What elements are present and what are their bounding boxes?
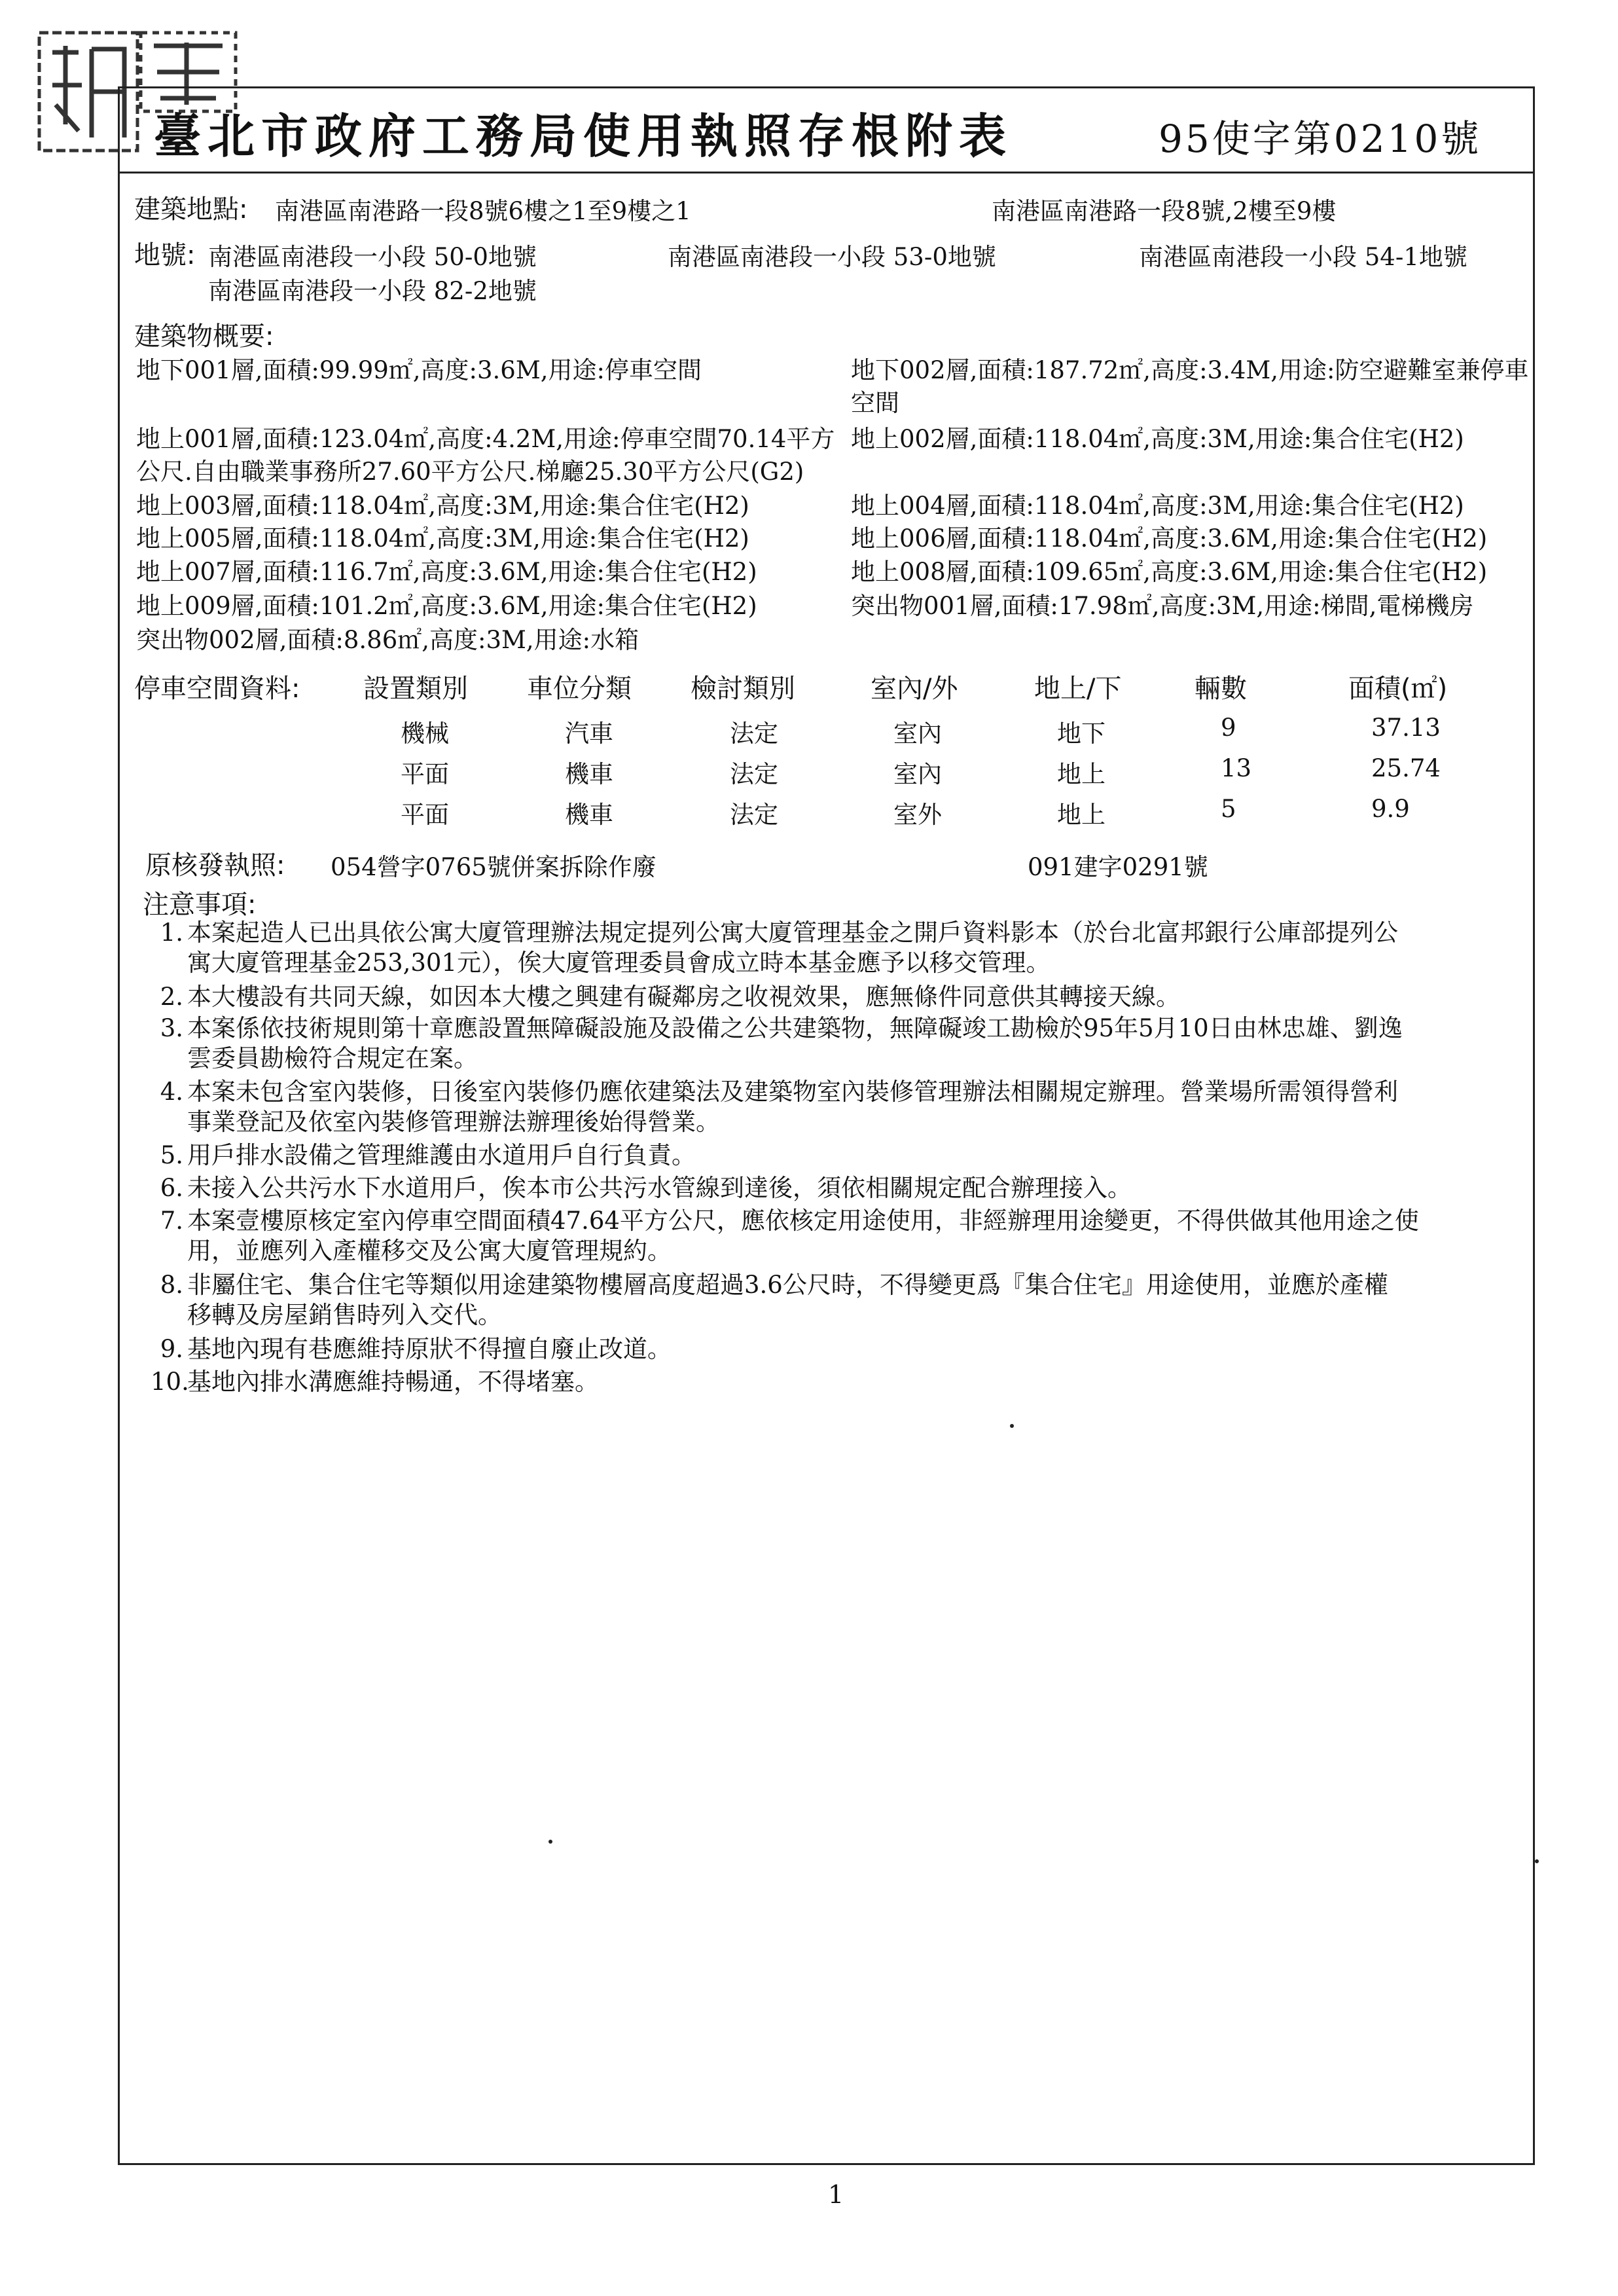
note-number: 6. [160, 1174, 183, 1202]
note-number: 4. [160, 1078, 183, 1106]
note-number: 9. [160, 1335, 183, 1363]
floor-entry: 地上003層,面積:118.04㎡,高度:3M,用途:集合住宅(H2) [136, 492, 749, 520]
note-item [151, 1013, 1538, 1074]
parking-header: 地上/下 [1034, 674, 1122, 704]
note-item [151, 1334, 1538, 1364]
title-divider [118, 172, 1535, 173]
scan-speck [1010, 1424, 1014, 1428]
parking-cell: 9.9 [1371, 795, 1410, 823]
lot-number: 南港區南港段一小段 53-0地號 [668, 243, 996, 271]
parking-label: 停車空間資料: [134, 674, 300, 704]
original-permit-value: 091建字0291號 [1028, 853, 1208, 881]
note-text: 基地內現有巷應維持原狀不得擅自廢止改道。 [187, 1335, 672, 1363]
floor-entry: 地上005層,面積:118.04㎡,高度:3M,用途:集合住宅(H2) [136, 524, 749, 553]
page-number: 1 [828, 2180, 844, 2209]
parking-cell: 平面 [401, 760, 449, 788]
permit-number: 95使字第0210號 [1159, 117, 1482, 161]
floor-entry: 地下002層,面積:187.72㎡,高度:3.4M,用途:防空避難室兼停車 [851, 356, 1529, 384]
note-text: 本大樓設有共同天線，如因本大樓之興建有礙鄰房之收視效果，應無條件同意供其轉接天線。 [187, 983, 1180, 1011]
floor-entry: 地上008層,面積:109.65㎡,高度:3.6M,用途:集合住宅(H2) [851, 558, 1488, 586]
parking-cell: 9 [1221, 714, 1236, 742]
parking-cell: 25.74 [1371, 754, 1441, 782]
scan-speck [1535, 1859, 1539, 1863]
note-item [151, 982, 1538, 1012]
note-text: 本案未包含室內裝修，日後室內裝修仍應依建築法及建築物室內裝修管理辦法相關規定辦理。營業場所需領得營利 [187, 1078, 1398, 1106]
parking-cell: 地上 [1057, 801, 1106, 829]
note-number: 2. [160, 983, 183, 1011]
parking-header: 室內/外 [871, 674, 958, 704]
parking-cell: 法定 [730, 760, 778, 788]
parking-cell: 地上 [1057, 760, 1106, 788]
note-item [151, 1140, 1538, 1171]
parking-header: 檢討類別 [691, 674, 795, 704]
note-item [151, 1077, 1538, 1137]
original-permit-label: 原核發執照: [145, 850, 285, 881]
note-text: 未接入公共污水下水道用戶，俟本市公共污水管線到達後，須依相關規定配合辦理接入。 [187, 1174, 1132, 1202]
floor-entry: 地上009層,面積:101.2㎡,高度:3.6M,用途:集合住宅(H2) [136, 592, 757, 620]
parking-cell: 機車 [565, 760, 613, 788]
note-item [151, 1206, 1538, 1266]
note-text: 基地內排水溝應維持暢通，不得堵塞。 [187, 1368, 599, 1396]
parking-header: 輛數 [1195, 674, 1247, 704]
address-value-2: 南港區南港路一段8號,2樓至9樓 [992, 197, 1337, 225]
note-text: 非屬住宅、集合住宅等類似用途建築物樓層高度超過3.6公尺時，不得變更爲『集合住宅』用途使用，並應於產權 [187, 1271, 1388, 1299]
parking-cell: 室內 [893, 760, 942, 788]
note-number: 10. [151, 1368, 189, 1396]
note-text: 本案係依技術規則第十章應設置無障礙設施及設備之公共建築物，無障礙竣工勘檢於95年5月10日由林忠雄、劉逸 [187, 1014, 1403, 1042]
floor-entry: 地上002層,面積:118.04㎡,高度:3M,用途:集合住宅(H2) [851, 425, 1464, 453]
note-text: 寓大廈管理基金253,301元），俟大廈管理委員會成立時本基金應予以移交管理。 [187, 949, 1051, 977]
note-item [151, 918, 1538, 978]
note-number: 5. [160, 1141, 183, 1169]
note-text: 本案壹樓原核定室內停車空間面積47.64平方公尺，應依核定用途使用，非經辦理用途變更，不得供做其他用途之使 [187, 1207, 1419, 1235]
parking-header: 車位分類 [527, 674, 632, 704]
note-number: 7. [160, 1207, 183, 1235]
floor-entry: 地上004層,面積:118.04㎡,高度:3M,用途:集合住宅(H2) [851, 492, 1464, 520]
parking-cell: 法定 [730, 801, 778, 829]
floor-entry-continuation: 空間 [851, 389, 899, 417]
parking-header: 設置類別 [363, 674, 468, 704]
floor-entry: 突出物002層,面積:8.86㎡,高度:3M,用途:水箱 [136, 626, 639, 654]
lot-number: 南港區南港段一小段 82-2地號 [208, 277, 537, 305]
parking-cell: 37.13 [1371, 714, 1441, 742]
floor-entry-continuation: 公尺.自由職業事務所27.60平方公尺.梯廳25.30平方公尺(G2) [136, 458, 804, 486]
lot-number: 南港區南港段一小段 50-0地號 [208, 243, 537, 271]
parking-cell: 汽車 [565, 720, 613, 748]
parking-cell: 5 [1221, 795, 1236, 823]
address-value-1: 南港區南港路一段8號6樓之1至9樓之1 [275, 197, 691, 225]
floor-entry: 地上006層,面積:118.04㎡,高度:3.6M,用途:集合住宅(H2) [851, 524, 1488, 553]
note-number: 1. [160, 919, 183, 947]
floor-entry: 地上007層,面積:116.7㎡,高度:3.6M,用途:集合住宅(H2) [136, 558, 757, 586]
notes-label: 注意事項: [143, 890, 257, 920]
parking-cell: 室外 [893, 801, 942, 829]
parking-cell: 機車 [565, 801, 613, 829]
parking-cell: 平面 [401, 801, 449, 829]
note-item [151, 1173, 1538, 1203]
note-number: 3. [160, 1014, 183, 1042]
parking-cell: 室內 [893, 720, 942, 748]
parking-cell: 機械 [401, 720, 449, 748]
note-item [151, 1270, 1538, 1330]
note-text: 事業登記及依室內裝修管理辦法辦理後始得營業。 [187, 1108, 720, 1136]
parking-cell: 13 [1221, 754, 1252, 782]
note-item [151, 1367, 1538, 1397]
overview-label: 建築物概要: [134, 321, 274, 352]
lot-label: 地號: [134, 240, 196, 270]
note-text: 移轉及房屋銷售時列入交代。 [187, 1301, 502, 1329]
floor-entry: 地上001層,面積:123.04㎡,高度:4.2M,用途:停車空間70.14平方 [136, 425, 835, 453]
original-permit-value: 054營字0765號併案拆除作廢 [331, 853, 656, 881]
note-number: 8. [160, 1271, 183, 1299]
note-text: 用戶排水設備之管理維護由水道用戶自行負責。 [187, 1141, 696, 1169]
note-text: 用，並應列入產權移交及公寓大廈管理規約。 [187, 1237, 672, 1265]
floor-entry: 地下001層,面積:99.99㎡,高度:3.6M,用途:停車空間 [136, 356, 702, 384]
address-label: 建築地點: [134, 194, 248, 225]
parking-cell: 地下 [1057, 720, 1106, 748]
document-title: 臺北市政府工務局使用執照存根附表 [154, 108, 1013, 164]
lot-number: 南港區南港段一小段 54-1地號 [1139, 243, 1467, 271]
parking-header: 面積(㎡) [1348, 674, 1448, 704]
note-text: 本案起造人已出具依公寓大廈管理辦法規定提列公寓大廈管理基金之開戶資料影本（於台北富邦銀行公庫部提列公 [187, 919, 1398, 947]
note-text: 雲委員勘檢符合規定在案。 [187, 1044, 478, 1072]
scan-speck [548, 1840, 552, 1844]
floor-entry: 突出物001層,面積:17.98㎡,高度:3M,用途:梯間,電梯機房 [851, 592, 1474, 620]
parking-cell: 法定 [730, 720, 778, 748]
